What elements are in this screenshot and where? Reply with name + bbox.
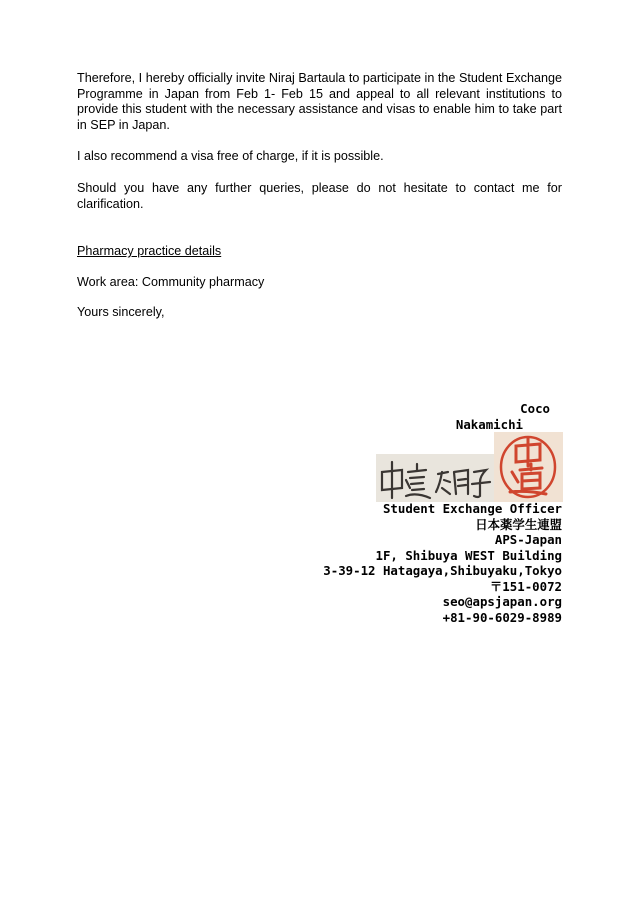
postal-code: 〒151-0072 xyxy=(489,578,562,594)
org-name: APS-Japan xyxy=(494,532,562,547)
signature-and-seal-image xyxy=(376,432,563,502)
visa-paragraph: I also recommend a visa free of charge, if it is possible. xyxy=(77,149,384,164)
org-japanese-name: 日本薬学生連盟 xyxy=(475,516,562,532)
letter-body xyxy=(77,71,562,321)
closing-line: Yours sincerely, xyxy=(77,305,165,320)
pharmacy-details-heading: Pharmacy practice details xyxy=(77,244,222,259)
work-area-line: Work area: Community pharmacy xyxy=(77,274,265,289)
signatory-details xyxy=(323,501,562,625)
signature-paper xyxy=(376,454,494,502)
phone-number: +81-90-6029-8989 xyxy=(442,609,562,625)
signatory-last-name: Nakamichi xyxy=(455,417,523,432)
address-line-2: 3-39-12 Hatagaya,Shibuyaku,Tokyo xyxy=(323,563,562,578)
queries-paragraph: Should you have any further queries, please do not hesitate to contact me for clarification. xyxy=(77,180,562,211)
invitation-paragraph: Therefore, I hereby officially invite Niraj Bartaula to participate in the Student Exchange Programme in Japan from Feb 1- Feb 15 and appeal to all relevant institutions to provide this student with the necessary assistance and visas to enable him to take part in SEP in Japan. xyxy=(77,71,562,132)
signatory-title: Student Exchange Officer xyxy=(382,501,562,516)
address-line-1: 1F, Shibuya WEST Building xyxy=(375,547,562,563)
signatory-first-name: Coco xyxy=(520,401,550,416)
email-address: seo@apsjapan.org xyxy=(442,594,562,609)
